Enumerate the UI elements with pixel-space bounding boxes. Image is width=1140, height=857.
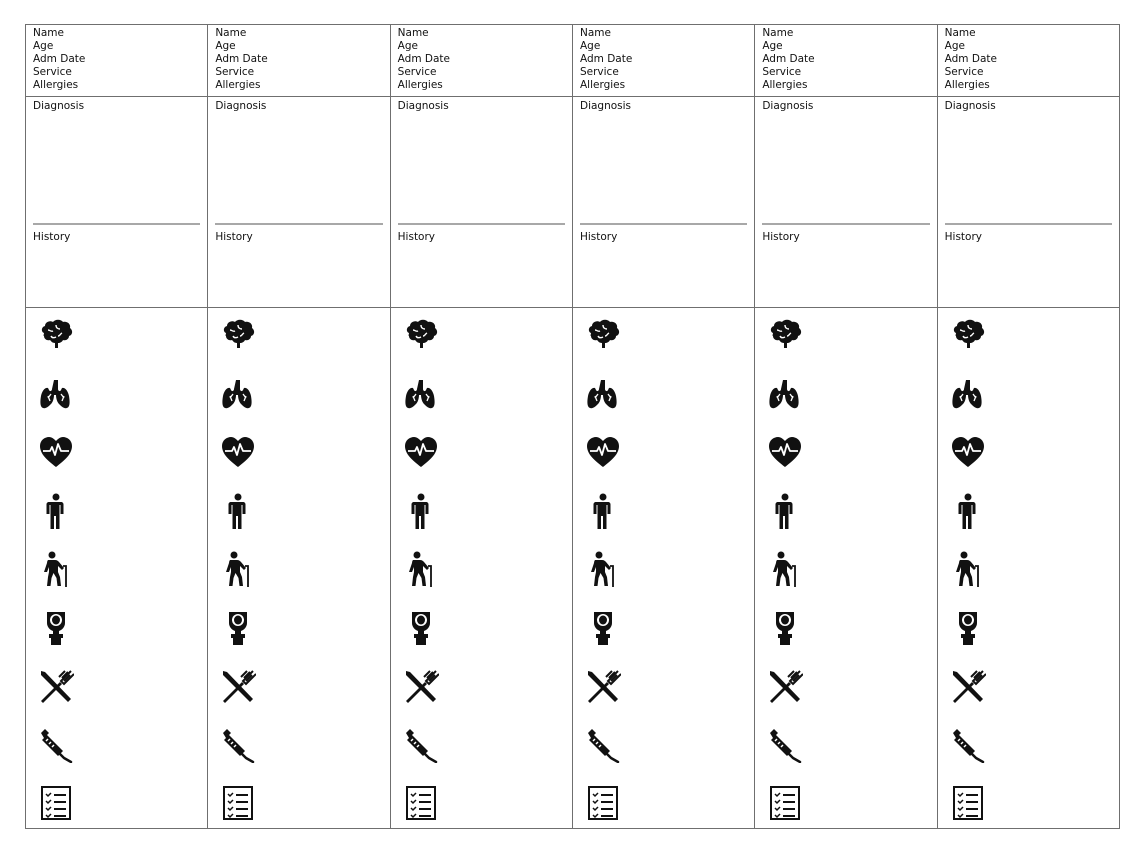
- age-label: Age: [397, 40, 418, 52]
- icon-section-divider: [26, 307, 207, 308]
- person-icon: [950, 493, 986, 529]
- care-icons: [220, 317, 260, 844]
- patient-header: [208, 25, 389, 97]
- utensils-icon: [767, 668, 803, 704]
- section-divider: [398, 223, 565, 225]
- utensils-icon: [950, 668, 986, 704]
- icon-section-divider: [208, 307, 389, 308]
- adm-date-label: Adm Date: [944, 53, 997, 65]
- checklist-icon: [220, 785, 256, 821]
- adm-date-label: Adm Date: [762, 53, 815, 65]
- allergies-label: Allergies: [579, 79, 626, 91]
- walker-cane-icon: [585, 551, 621, 587]
- checklist-icon: [767, 785, 803, 821]
- patient-header: [391, 25, 572, 97]
- brain-icon: [38, 317, 74, 353]
- patient-column: [937, 25, 1119, 828]
- checklist-icon: [403, 785, 439, 821]
- toilet-icon: [38, 610, 74, 646]
- checklist-icon: [38, 785, 74, 821]
- diagnosis-label: Diagnosis: [762, 100, 814, 112]
- person-icon: [403, 493, 439, 529]
- allergies-label: Allergies: [215, 79, 261, 91]
- utensils-icon: [585, 668, 621, 704]
- lungs-icon: [585, 376, 621, 412]
- name-label: Name: [33, 27, 64, 39]
- brain-icon: [767, 317, 803, 353]
- syringe-icon: [220, 727, 256, 763]
- name-label: Name: [397, 27, 429, 39]
- checklist-icon: [950, 785, 986, 821]
- syringe-icon: [585, 727, 621, 763]
- section-divider: [33, 223, 200, 225]
- walker-cane-icon: [403, 551, 439, 587]
- person-icon: [767, 493, 803, 529]
- name-label: Name: [215, 27, 247, 39]
- patient-report-sheet: [25, 24, 1120, 829]
- adm-date-label: Adm Date: [215, 53, 268, 65]
- care-icons: [38, 317, 78, 844]
- service-label: Service: [397, 66, 437, 78]
- history-label: History: [762, 231, 800, 243]
- adm-date-label: Adm Date: [397, 53, 450, 65]
- utensils-icon: [220, 668, 256, 704]
- patient-header: [938, 25, 1119, 97]
- brain-icon: [950, 317, 986, 353]
- history-label: History: [215, 231, 253, 243]
- history-label: History: [33, 231, 71, 243]
- name-label: Name: [944, 27, 976, 39]
- heart-icon: [585, 434, 621, 470]
- brain-icon: [403, 317, 439, 353]
- name-label: Name: [579, 27, 611, 39]
- heart-icon: [38, 434, 74, 470]
- age-label: Age: [33, 40, 54, 52]
- allergies-label: Allergies: [397, 79, 443, 91]
- service-label: Service: [762, 66, 802, 78]
- heart-icon: [220, 434, 256, 470]
- age-label: Age: [215, 40, 236, 52]
- name-label: Name: [762, 27, 794, 39]
- walker-cane-icon: [220, 551, 256, 587]
- checklist-icon: [585, 785, 621, 821]
- section-divider: [580, 223, 747, 225]
- toilet-icon: [767, 610, 803, 646]
- walker-cane-icon: [950, 551, 986, 587]
- patient-column: [754, 25, 936, 828]
- person-icon: [585, 493, 621, 529]
- utensils-icon: [403, 668, 439, 704]
- icon-section-divider: [755, 307, 936, 308]
- patient-header: [755, 25, 936, 97]
- lungs-icon: [403, 376, 439, 412]
- adm-date-label: Adm Date: [579, 53, 633, 65]
- walker-cane-icon: [767, 551, 803, 587]
- service-label: Service: [579, 66, 619, 78]
- toilet-icon: [950, 610, 986, 646]
- lungs-icon: [950, 376, 986, 412]
- brain-icon: [220, 317, 256, 353]
- age-label: Age: [762, 40, 783, 52]
- utensils-icon: [38, 668, 74, 704]
- section-divider: [945, 223, 1112, 225]
- patient-header: [573, 25, 754, 97]
- syringe-icon: [38, 727, 74, 763]
- age-label: Age: [579, 40, 601, 52]
- icon-section-divider: [391, 307, 572, 308]
- allergies-label: Allergies: [944, 79, 990, 91]
- service-label: Service: [33, 66, 72, 78]
- person-icon: [38, 493, 74, 529]
- section-divider: [215, 223, 382, 225]
- icon-section-divider: [573, 307, 754, 308]
- icon-section-divider: [938, 307, 1119, 308]
- care-icons: [403, 317, 443, 844]
- service-label: Service: [944, 66, 984, 78]
- history-label: History: [944, 231, 982, 243]
- diagnosis-label: Diagnosis: [397, 100, 449, 112]
- toilet-icon: [585, 610, 621, 646]
- person-icon: [220, 493, 256, 529]
- history-label: History: [579, 231, 618, 243]
- history-label: History: [397, 231, 436, 243]
- care-icons: [585, 317, 625, 844]
- patient-column: [207, 25, 389, 828]
- section-divider: [762, 223, 929, 225]
- patient-column: [390, 25, 572, 828]
- toilet-icon: [220, 610, 256, 646]
- lungs-icon: [38, 376, 74, 412]
- patient-column: [26, 25, 207, 828]
- lungs-icon: [767, 376, 803, 412]
- adm-date-label: Adm Date: [33, 53, 86, 65]
- allergies-label: Allergies: [33, 79, 79, 91]
- diagnosis-label: Diagnosis: [944, 100, 996, 112]
- diagnosis-label: Diagnosis: [579, 100, 632, 112]
- heart-icon: [403, 434, 439, 470]
- patient-column: [572, 25, 754, 828]
- heart-icon: [950, 434, 986, 470]
- care-icons: [767, 317, 807, 844]
- care-icons: [950, 317, 990, 844]
- lungs-icon: [220, 376, 256, 412]
- age-label: Age: [944, 40, 965, 52]
- diagnosis-label: Diagnosis: [215, 100, 267, 112]
- diagnosis-label: Diagnosis: [33, 100, 85, 112]
- heart-icon: [767, 434, 803, 470]
- patient-header: [26, 25, 207, 97]
- allergies-label: Allergies: [762, 79, 808, 91]
- syringe-icon: [950, 727, 986, 763]
- service-label: Service: [215, 66, 255, 78]
- syringe-icon: [403, 727, 439, 763]
- syringe-icon: [767, 727, 803, 763]
- toilet-icon: [403, 610, 439, 646]
- walker-cane-icon: [38, 551, 74, 587]
- brain-icon: [585, 317, 621, 353]
